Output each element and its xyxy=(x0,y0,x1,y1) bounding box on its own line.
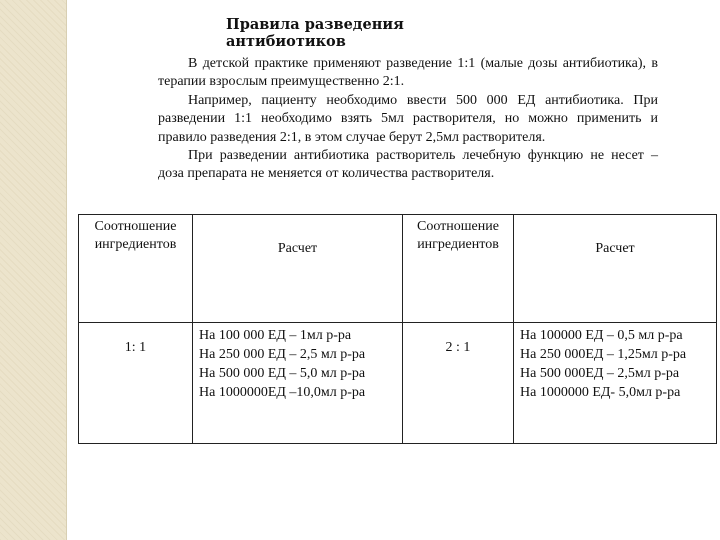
calc-list-right xyxy=(514,323,717,444)
paragraph-2: Например, пациенту необходимо ввести 500 000 ЕД антибиотика. При разведении 1:1 необходимо взять 5мл растворителя, но можно применить и правило разведения 2:1, в этом случае берут 2,5мл растворителя. xyxy=(158,92,658,145)
calc-line: На 500 000ЕД – 2,5мл р-ра xyxy=(520,366,680,381)
page-title: Правила разведения антибиотиков xyxy=(226,16,404,50)
header-ratio-right: Соотношение ингредиентов xyxy=(403,215,514,323)
paragraph-3: При разведении антибиотика растворитель лечебную функцию не несет – доза препарата не меняется от количества растворителя. xyxy=(158,148,658,182)
paragraph-1: В детской практике применяют разведение 1:1 (малые дозы антибиотика), в терапии взрослым преимущественно 2:1. xyxy=(158,56,658,90)
table-data-row xyxy=(79,323,717,444)
ratio-value-left: 1: 1 xyxy=(79,323,193,444)
calc-line: На 100000 ЕД – 0,5 мл р-ра xyxy=(520,328,683,343)
header-calc-left: Расчет xyxy=(193,215,403,323)
calc-line: На 500 000 ЕД – 5,0 мл р-ра xyxy=(199,366,366,381)
calc-line: На 1000000ЕД –10,0мл р-ра xyxy=(199,385,366,400)
header-ratio-left: Соотношение ингредиентов xyxy=(79,215,193,323)
calc-line: На 1000000 ЕД- 5,0мл р-ра xyxy=(520,385,681,400)
dilution-table xyxy=(78,214,717,444)
calc-line: На 100 000 ЕД – 1мл р-ра xyxy=(199,328,352,343)
ratio-value-right: 2 : 1 xyxy=(403,323,514,444)
calc-list-left xyxy=(193,323,403,444)
decorative-sidebar xyxy=(0,0,67,540)
table-header-row xyxy=(79,215,717,323)
header-calc-right: Расчет xyxy=(514,215,717,323)
calc-line: На 250 000ЕД – 1,25мл р-ра xyxy=(520,347,687,362)
body-text xyxy=(158,55,658,184)
calc-line: На 250 000 ЕД – 2,5 мл р-ра xyxy=(199,347,366,362)
